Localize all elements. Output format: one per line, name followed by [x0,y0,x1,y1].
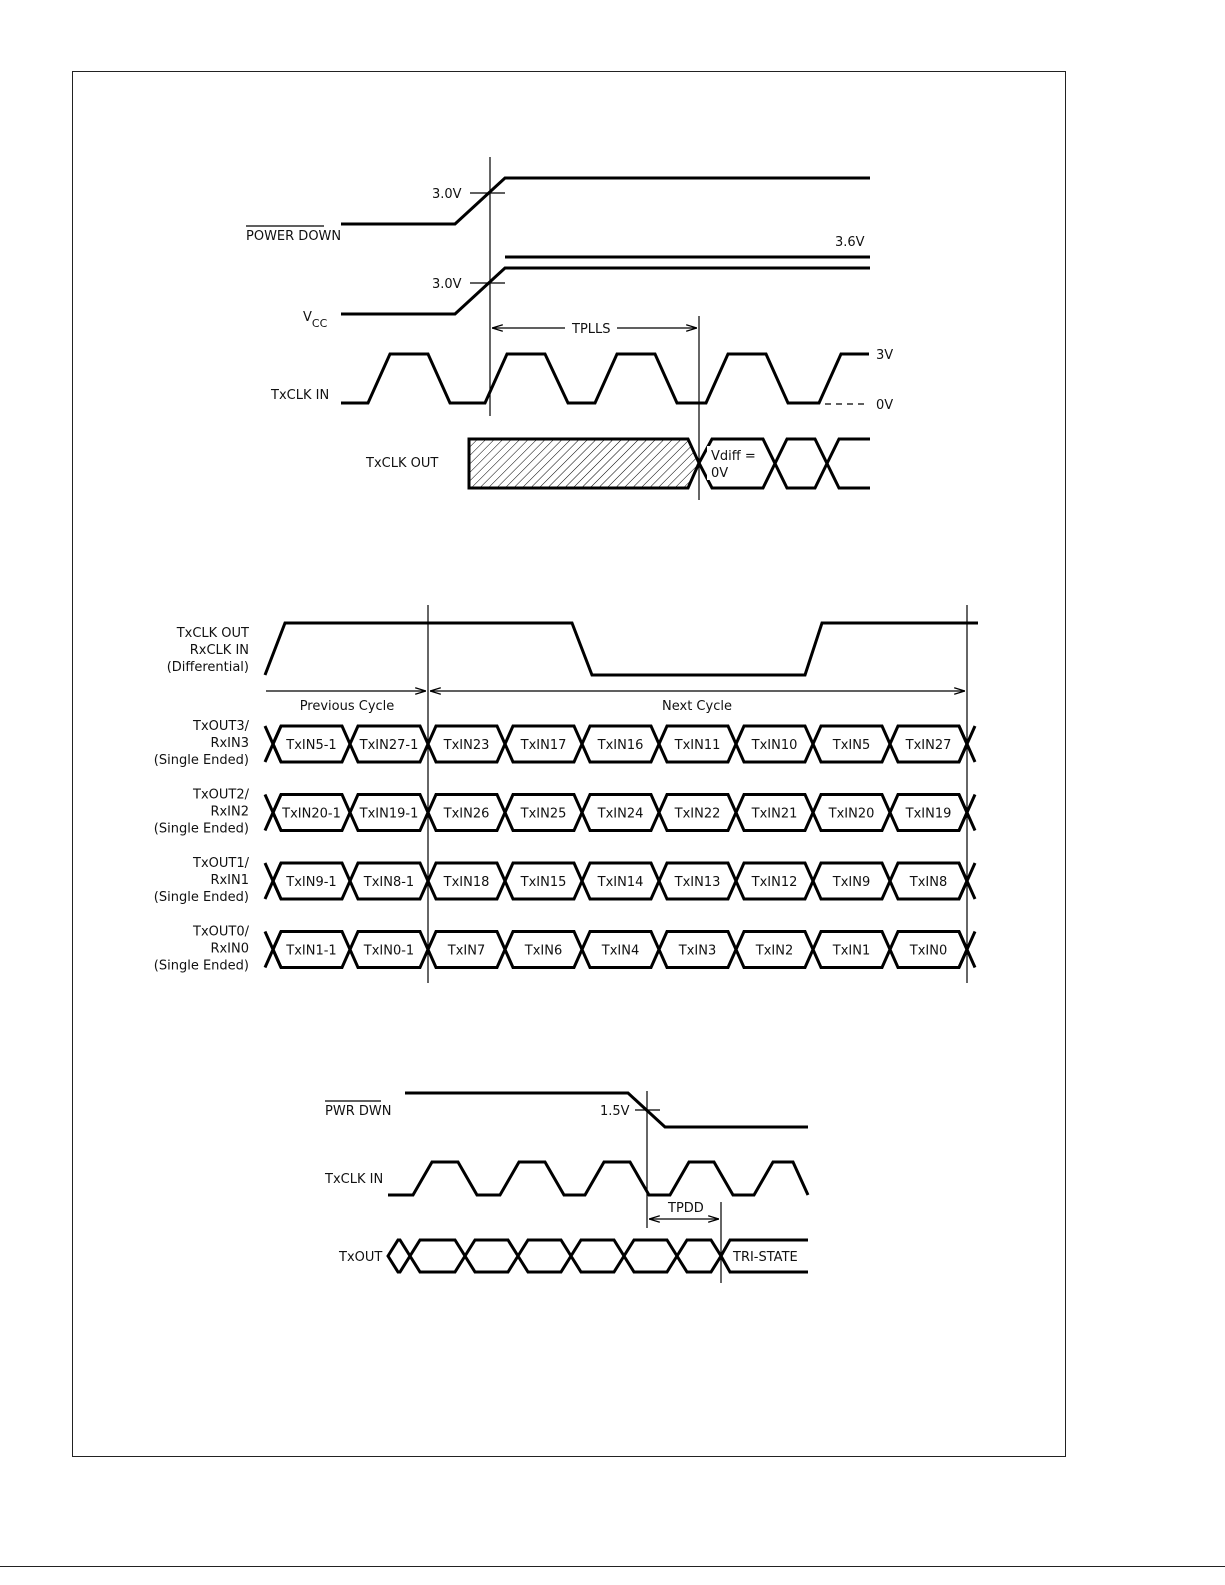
lane-label-line-3: (Single Ended) [153,958,249,974]
data-bit-label: TxIN23 [443,738,490,753]
vdiff-label-line1: Vdiff = [711,449,756,464]
clock-label-line1: TxCLK OUT [176,626,249,641]
signal-label-vcc: $V_{CC}$ [303,310,328,330]
clock-label-line3: (Differential) [166,660,249,675]
tplls-label: TPLLS [572,322,611,337]
lane-label-line-1: TxOUT2/ [193,787,249,803]
data-bit-label: TxIN13 [674,875,721,890]
power-down-waveform [341,178,870,224]
lane-label-line-1: TxOUT0/ [193,924,249,940]
lane-label-line-3: (Single Ended) [153,821,249,837]
signal-label-txclk-in: TxCLK IN [271,388,330,403]
lane-label-line-2: RxIN1 [210,873,249,888]
threshold-label-pwr-dwn: 1.5V [600,1104,630,1119]
data-bit-label: TxIN1 [832,943,871,959]
next-cycle-label: Next Cycle [662,699,732,714]
threshold-label-pd: 3.0V [432,187,462,202]
lane-txout-0 [154,925,975,974]
lane-label-line-1: TxOUT3/ [193,719,249,734]
data-bit-label: TxIN0 [909,943,948,959]
signal-label-txclk-in-pd: TxCLK IN [325,1172,384,1187]
data-bit-label: TxIN9 [832,875,871,890]
clock-label-line2: RxCLK IN [189,643,249,658]
data-bit-label: TxIN26 [443,806,490,822]
lane-label-line-3: (Single Ended) [153,890,249,905]
data-bit-label: TxIN27 [905,738,952,753]
data-bit-label: TxIN14 [597,875,644,890]
signal-label-power-down: POWER DOWN [246,229,342,244]
signal-label-txclk-out: TxCLK OUT [366,456,439,471]
data-bit-label: TxIN7 [447,943,486,959]
data-bit-label: TxIN0-1 [363,943,415,959]
data-bit-label: TxIN4 [601,943,640,959]
threshold-label-vcc: 3.0V [432,277,462,292]
data-bit-label: TxIN20 [828,806,875,822]
threshold-label-vmax: 3.6V [835,235,865,250]
lane-label-line-1: TxOUT1/ [193,856,249,871]
data-bit-label: TxIN6 [524,943,563,959]
data-bit-label: TxIN18 [443,875,490,890]
vdiff-label-line2: 0V [711,466,729,481]
lane-txout-1 [154,856,975,905]
data-bit-label: TxIN5 [832,738,871,753]
lane-txout-2 [154,788,975,837]
data-bit-label: TxIN24 [597,806,644,822]
tristate-label: TRI-STATE [733,1250,798,1265]
diagram-pll-set-time [246,157,893,500]
data-bit-label: TxIN11 [674,738,721,753]
diff-clock-waveform [265,623,978,675]
data-bit-label: TxIN10 [751,738,798,753]
level-label-high: 3V [876,348,894,363]
data-bit-label: TxIN27-1 [359,738,419,753]
data-bit-label: TxIN9-1 [286,875,337,890]
data-bit-label: TxIN5-1 [286,738,337,753]
txclk-out-undefined-region [469,439,699,488]
txclk-in-waveform-pd [388,1162,808,1195]
data-bit-label: TxIN8 [909,875,948,890]
level-label-low: 0V [876,398,894,413]
lane-label-line-2: RxIN2 [210,804,249,820]
lane-label-line-2: RxIN3 [210,736,249,751]
tpdd-label: TPDD [668,1201,704,1216]
data-bit-label: TxIN1-1 [286,943,337,959]
diagram-serial-mapping [154,605,978,983]
txout-eye-pattern [388,1240,721,1272]
lane-label-line-3: (Single Ended) [153,753,249,768]
data-bit-label: TxIN19-1 [359,806,419,822]
signal-label-pwr-dwn: PWR DWN [325,1104,392,1119]
data-bit-label: TxIN22 [674,806,721,822]
diagram-power-down [324,1091,808,1283]
vcc-waveform [341,268,870,314]
serial-lanes [154,719,975,974]
lane-label-line-2: RxIN0 [210,941,249,957]
data-bit-label: TxIN19 [905,806,952,822]
previous-cycle-label: Previous Cycle [299,699,395,714]
data-bit-label: TxIN16 [597,738,644,753]
data-bit-label: TxIN2 [755,943,794,959]
lane-txout-3 [154,719,975,768]
data-bit-label: TxIN12 [751,875,798,890]
data-bit-label: TxIN21 [751,806,798,822]
txclk-in-waveform [341,354,869,403]
data-bit-label: TxIN20-1 [282,806,341,822]
signal-label-txout: TxOUT [339,1250,383,1265]
data-bit-label: TxIN25 [520,806,567,822]
data-bit-label: TxIN3 [678,943,717,959]
data-bit-label: TxIN17 [520,738,567,753]
txout-data-cells [388,1240,721,1272]
data-bit-label: TxIN8-1 [363,875,415,890]
data-bit-label: TxIN15 [520,875,567,890]
